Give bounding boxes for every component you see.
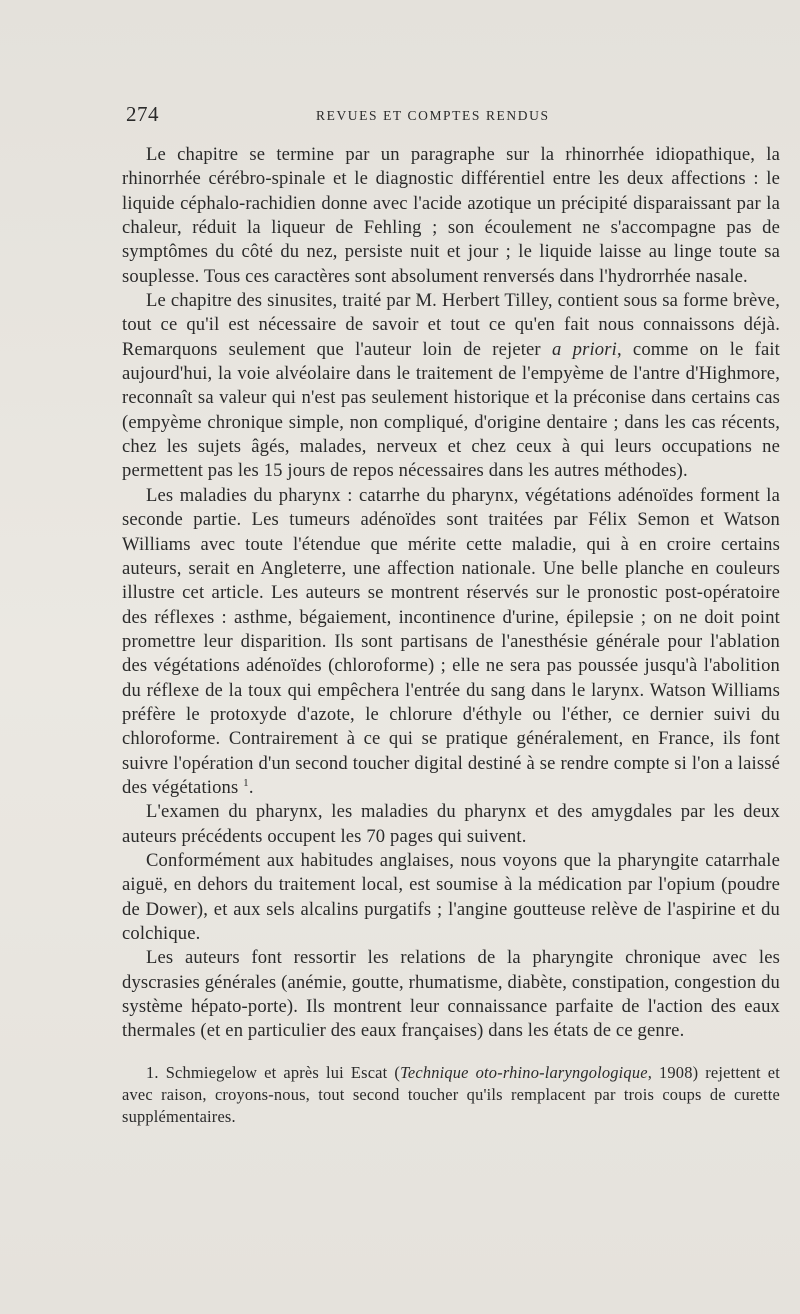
page-number: 274 [126,102,159,126]
paragraph-text: Les maladies du pharynx : catarrhe du pharynx, végétations adénoïdes forment la seconde partie. Les tumeurs adénoïdes sont traitées par Félix Semon et Watson Williams avec toute l'étendue que mérite cette maladie, qui à en croire certains auteurs, serait en Angleterre, une affection nationale. Une belle planche en couleurs illustre cet article. Les auteurs se montrent réservés sur le pronostic post-opératoire des réflexes : asthme, bégaiement, incontinence d'urine, épilepsie ; on ne doit point promettre leur disparition. Ils sont partisans de l'anesthésie générale pour l'ablation des végétations adénoïdes (chloroforme) ; elle ne sera pas poussée jusqu'à l'abolition du réflexe de la toux qui empêchera l'entrée du sang dans le larynx. Watson Williams préfère le protoxyde d'azote, le chlorure d'éthyle ou l'éther, ce dernier suivi du chloroforme. Contrairement à ce qui se pratique généralement, en France, ils font suivre l'opération d'un second toucher digital destiné à se rendre compte si l'on a laissé des végétations [122,484,780,798]
italic-text: a priori [551,338,617,360]
footnote-text: 1. Schmiegelow et après lui Escat ( [146,1062,401,1082]
paragraph-text: , comme on le fait aujourd'hui, la voie alvéolaire dans le traitement de l'empyème de l'antre d'Highmore, reconnaît sa valeur qui n'est pas seulement historique et la préconise dans certains cas (empyème chronique simple, non compliqué, d'origine dentaire ; dans les cas récents, chez les sujets âgés, malades, nerveux et chez ceux à qui leurs occupations ne permettent pas les 15 jours de repos nécessaires dans les autres méthodes). [122,338,780,482]
paragraph-text: Les auteurs font ressortir les relations de la pharyngite chronique avec les dyscrasies générales (anémie, goutte, rhumatisme, diabète, constipation, congestion du système hépato-porte). Ils montrent leur connaissance parfaite de l'action des eaux thermales (et en particulier des eaux françaises) dans les états de ce genre. [122,947,780,1042]
paragraph-text: L'examen du pharynx, les maladies du pharynx et des amygdales par les deux auteurs précédents occupent les 70 pages qui suivent. [122,801,780,847]
paragraph-text: . [248,776,254,798]
paragraph-pharynx [122,484,780,800]
footnote [122,1062,780,1128]
paragraph-text: Conformément aux habitudes anglaises, nous voyons que la pharyngite catarrhale aiguë, en dehors du traitement local, est soumise à la médication par l'opium (poudre de Dower), et aux sels alcalins purgatifs ; l'angine goutteuse relève de l'aspirine et du colchique. [122,849,780,944]
running-title: REVUES ET COMPTES RENDUS [316,108,550,123]
italic-text: Technique oto-rhino-laryngologique [400,1062,648,1082]
footnote-marker: 1 [243,776,249,789]
paragraph-rhinorrhee [122,143,780,289]
page-header [126,100,760,130]
paragraph-text: Le chapitre se termine par un paragraphe sur la rhinorrhée idiopathique, la rhinorrhée cérébro-spinale et le diagnostic différentiel entre les deux affections : le liquide céphalo-rachidien donne avec l'acide azotique un précipité disparaissant par la chaleur, réduit la liqueur de Fehling ; son écoulement ne s'accompagne pas de symptômes du côté du nez, persiste nuit et jour ; le liquide laisse au linge toute sa souplesse. Tous ces caractères sont absolument renversés dans l'hydrorrhée nasale. [122,144,780,287]
paragraph-examen [122,800,780,849]
paragraph-text: Le chapitre des sinusites, traité par M. Herbert Tilley, contient sous sa forme brève, tout ce qu'il est nécessaire de savoir et tout ce qu'en fait nous connaissons déjà. Remarquons seulement que l'auteur loin de rejeter [122,290,780,360]
paragraph-dyscrasies [122,946,780,1043]
footnote-text: , 1908) rejettent et avec raison, croyons-nous, tout second toucher qu'ils remplacent par trois coups de curette supplémentaires. [122,1062,781,1126]
paragraph-habitudes [122,849,780,946]
article-body [122,143,780,1128]
paragraph-sinusites [122,289,780,484]
